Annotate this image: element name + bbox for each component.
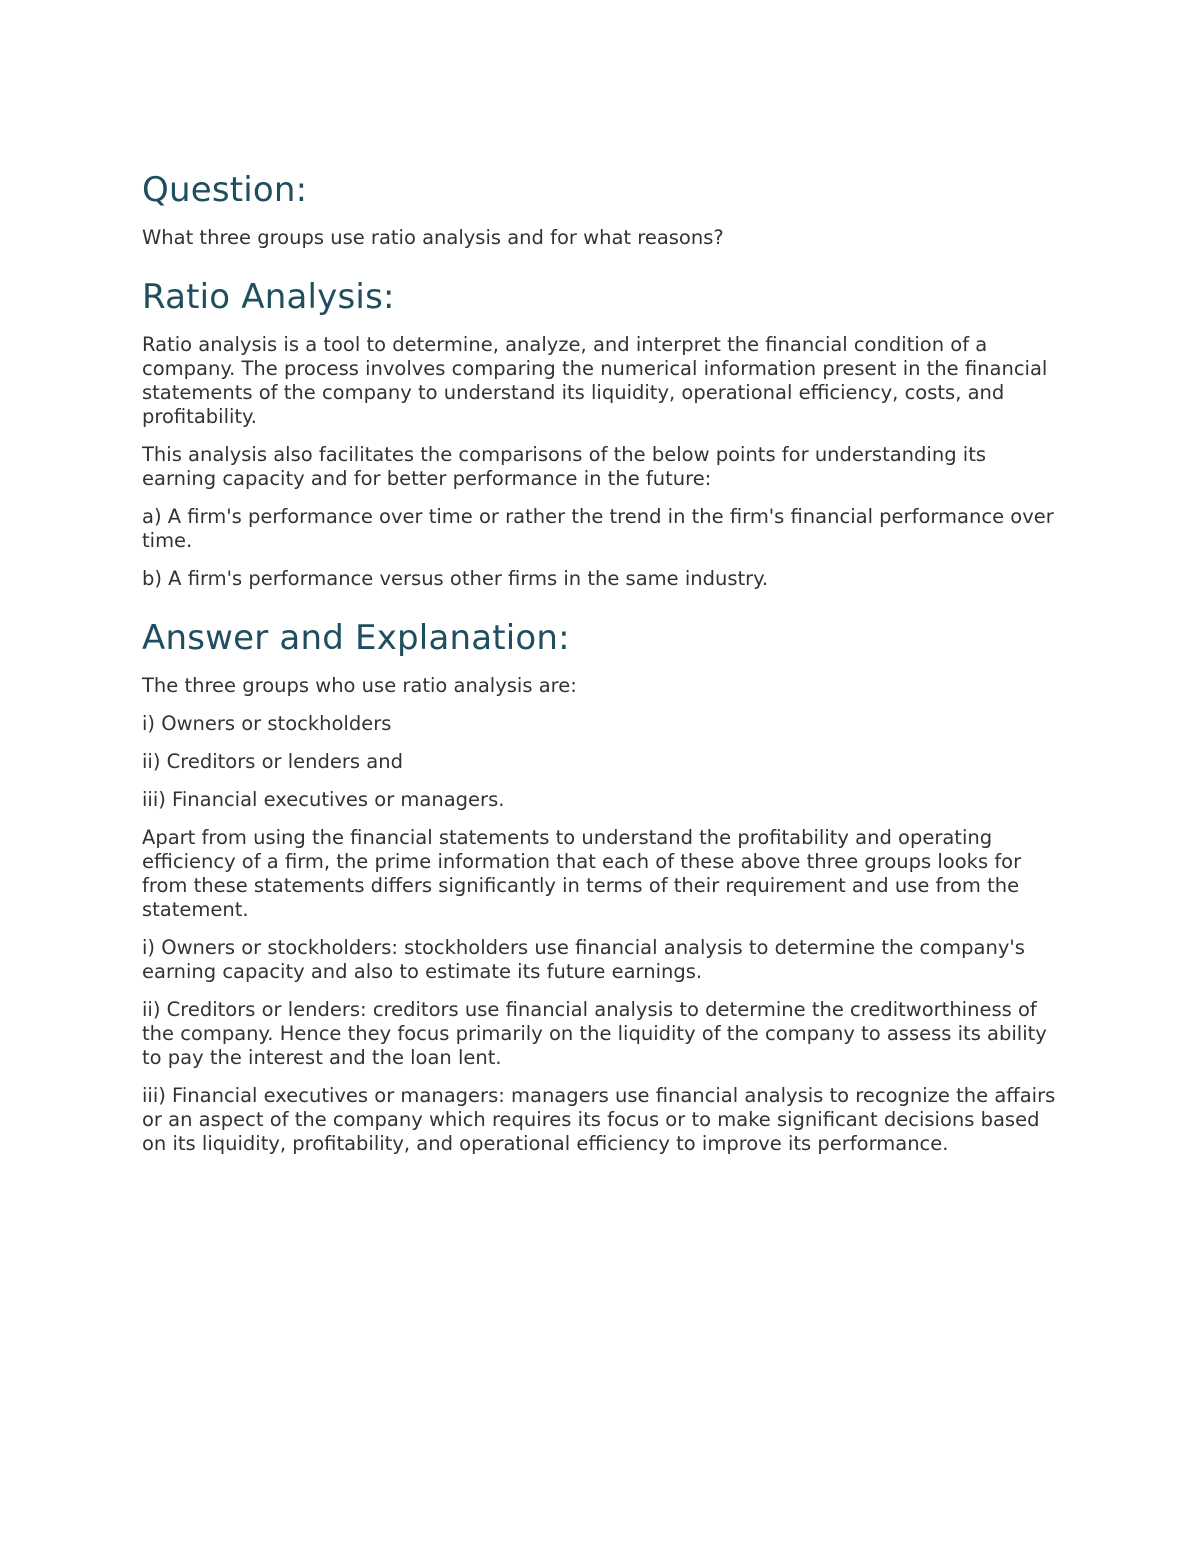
ratio-paragraph: This analysis also facilitates the comparisons of the below points for understanding its earning capacity and for better performance in the future:	[142, 443, 986, 490]
answer-detail-owners: i) Owners or stockholders: stockholders use financial analysis to determine the company's earning capacity and also to estimate its future earnings.	[142, 936, 1025, 983]
document-page	[142, 168, 1060, 1156]
ratio-point-a: a) A firm's performance over time or rather the trend in the firm's financial performance over time.	[142, 505, 1054, 552]
answer-heading: Answer and Explanation:	[142, 618, 570, 658]
ratio-paragraph: Ratio analysis is a tool to determine, analyze, and interpret the financial condition of a company. The process involves comparing the numerical information present in the financial statements of the company to understand its liquidity, operational efficiency, costs, and profitability.	[142, 333, 1048, 428]
ratio-point-b: b) A firm's performance versus other firms in the same industry.	[142, 567, 769, 590]
answer-intro: The three groups who use ratio analysis are:	[142, 674, 577, 697]
question-heading: Question:	[142, 170, 308, 210]
ratio-analysis-heading: Ratio Analysis:	[142, 277, 395, 317]
answer-paragraph: Apart from using the financial statements to understand the profitability and operating efficiency of a firm, the prime information that each of these above three groups looks for from these statements differs significantly in terms of their requirement and use from the statement.	[142, 826, 1022, 921]
answer-detail-creditors: ii) Creditors or lenders: creditors use financial analysis to determine the creditworthiness of the company. Hence they focus primarily on the liquidity of the company to assess its ability to pay the interest and the loan lent.	[142, 998, 1047, 1069]
answer-list-item: i) Owners or stockholders	[142, 712, 392, 735]
answer-list-item: ii) Creditors or lenders and	[142, 750, 403, 773]
answer-detail-executives: iii) Financial executives or managers: managers use financial analysis to recognize the affairs or an aspect of the company which requires its focus or to make significant decisions based on its liquidity, profitability, and operational efficiency to improve its performance.	[142, 1084, 1056, 1155]
question-text: What three groups use ratio analysis and for what reasons?	[142, 226, 724, 249]
answer-list-item: iii) Financial executives or managers.	[142, 788, 505, 811]
